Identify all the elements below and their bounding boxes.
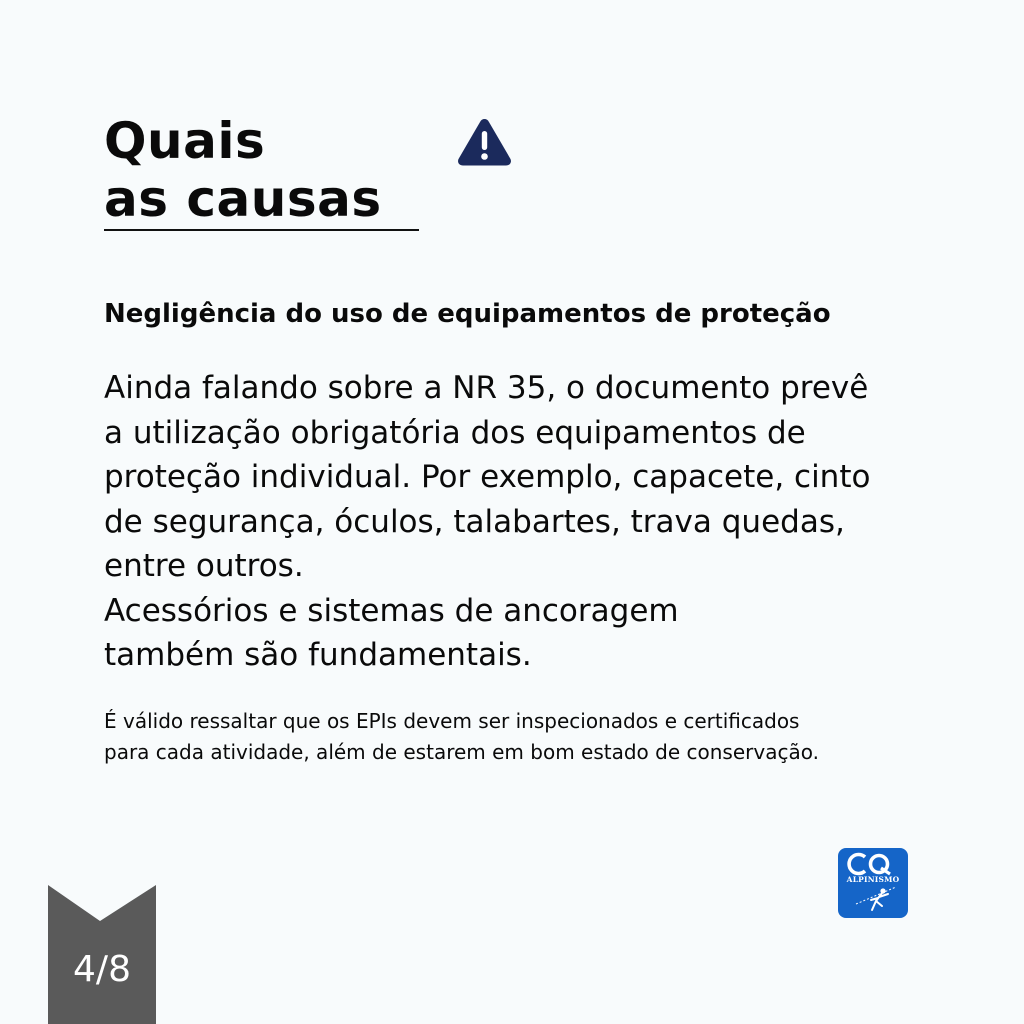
body-line: proteção individual. Por exemplo, capacete, cinto [104,459,871,495]
footnote-line: É válido ressaltar que os EPIs devem ser inspecionados e certificados [104,709,800,733]
body-paragraph [104,366,934,678]
alpinismo-logo [838,848,908,918]
footnote-line: para cada atividade, além de estarem em bom estado de conservação. [104,740,819,764]
body-line: a utilização obrigatória dos equipamentos de [104,414,806,451]
body-line: entre outros. [104,548,304,584]
body-line: Acessórios e sistemas de ancoragem [104,592,679,629]
title-underline [104,229,419,231]
body-line: Ainda falando sobre a NR 35, o documento prevê [104,370,869,406]
footnote [104,706,964,768]
section-subtitle: Negligência do uso de equipamentos de proteção [104,299,831,329]
title-line-1: Quais [104,112,266,170]
body-line: de segurança, óculos, talabartes, trava quedas, [104,503,845,540]
title-line-2: as causas [104,170,382,228]
page-indicator: 4/8 [73,949,131,990]
body-line: também são fundamentais. [104,637,532,673]
logo-wordmark: ALPINISMO [846,875,900,884]
warning-triangle-icon [456,116,513,168]
page-title [104,112,382,228]
